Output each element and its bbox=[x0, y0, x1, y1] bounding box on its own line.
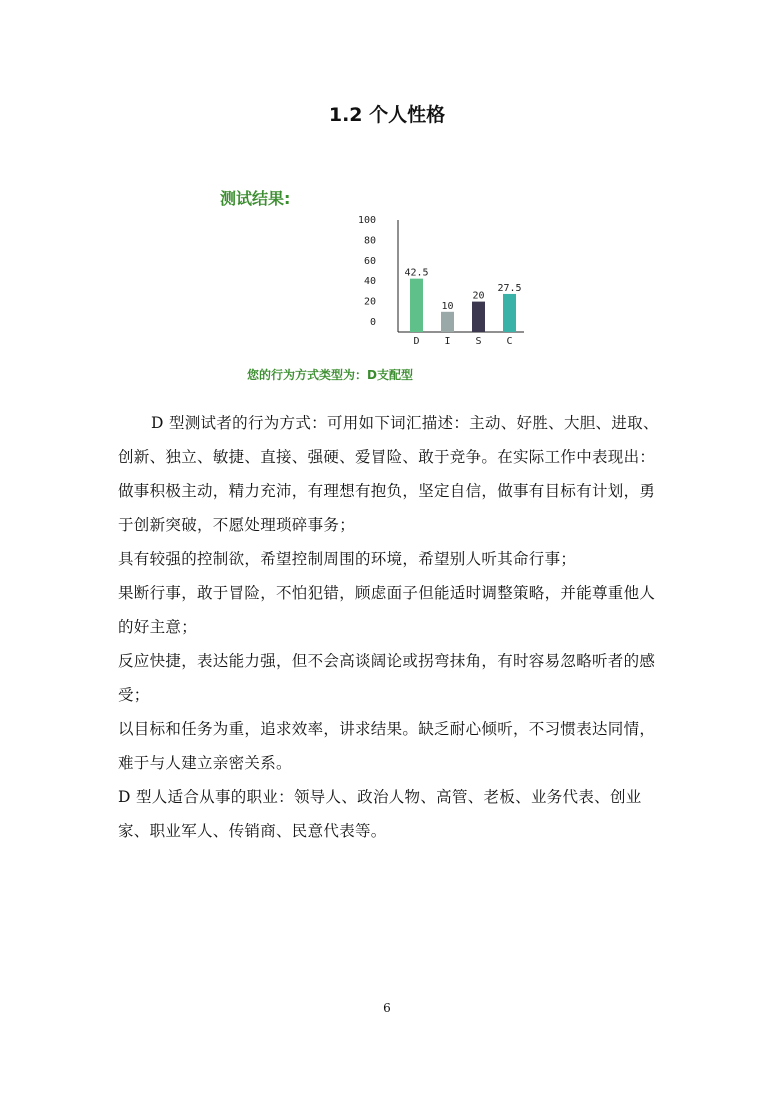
paragraph-intro: D 型测试者的行为方式：可用如下词汇描述：主动、好胜、大胆、进取、创新、独立、敏捷、直接、强硬、爱冒险、敢于竞争。在实际工作中表现出： bbox=[118, 414, 659, 466]
bars-group bbox=[404, 268, 521, 347]
section-title: 1.2 个人性格 bbox=[328, 104, 446, 126]
test-result-label: 测试结果: bbox=[220, 189, 291, 208]
paragraph-trait-5: 以目标和任务为重，追求效率，讲求结果。缺乏耐心倾听，不习惯表达同情，难于与人建立亲密关系。 bbox=[118, 720, 656, 772]
page-number: 6 bbox=[383, 1001, 391, 1015]
x-tick-label: S bbox=[475, 336, 482, 347]
bar-i bbox=[441, 312, 454, 332]
bar-s bbox=[472, 302, 485, 332]
y-tick-label: 100 bbox=[357, 215, 376, 226]
y-axis-ticks bbox=[358, 215, 376, 328]
bar-value-label: 20 bbox=[472, 290, 485, 302]
bar-value-label: 27.5 bbox=[497, 282, 522, 294]
disc-bar-chart bbox=[340, 210, 540, 360]
y-tick-label: 0 bbox=[369, 317, 376, 328]
behavior-type-result: 您的行为方式类型为：D支配型 bbox=[247, 368, 413, 382]
paragraph-careers: D 型人适合从事的职业：领导人、政治人物、高管、老板、业务代表、创业家、职业军人、传销商、民意代表等。 bbox=[118, 788, 642, 840]
paragraph-trait-2: 具有较强的控制欲，希望控制周围的环境，希望别人听其命行事； bbox=[118, 550, 577, 568]
y-tick-label: 80 bbox=[363, 235, 376, 247]
x-tick-label: I bbox=[444, 336, 451, 347]
paragraph-trait-4: 反应快捷，表达能力强，但不会高谈阔论或拐弯抹角，有时容易忽略听者的感受； bbox=[118, 652, 656, 704]
paragraph-trait-1: 做事积极主动，精力充沛，有理想有抱负，坚定自信，做事有目标有计划，勇于创新突破，不愿处理琐碎事务； bbox=[118, 482, 656, 534]
paragraph-trait-3: 果断行事，敢于冒险，不怕犯错，顾虑面子但能适时调整策略，并能尊重他人的好主意； bbox=[118, 584, 656, 636]
bar-value-label: 42.5 bbox=[404, 267, 429, 279]
y-tick-label: 20 bbox=[363, 296, 376, 308]
bar-value-label: 10 bbox=[441, 300, 454, 312]
x-tick-label: D bbox=[413, 336, 420, 347]
x-tick-label: C bbox=[506, 336, 513, 347]
bar-d bbox=[410, 279, 423, 332]
body-text bbox=[118, 406, 663, 848]
bar-c bbox=[503, 294, 516, 332]
y-tick-label: 60 bbox=[363, 255, 376, 267]
y-tick-label: 40 bbox=[363, 276, 376, 288]
